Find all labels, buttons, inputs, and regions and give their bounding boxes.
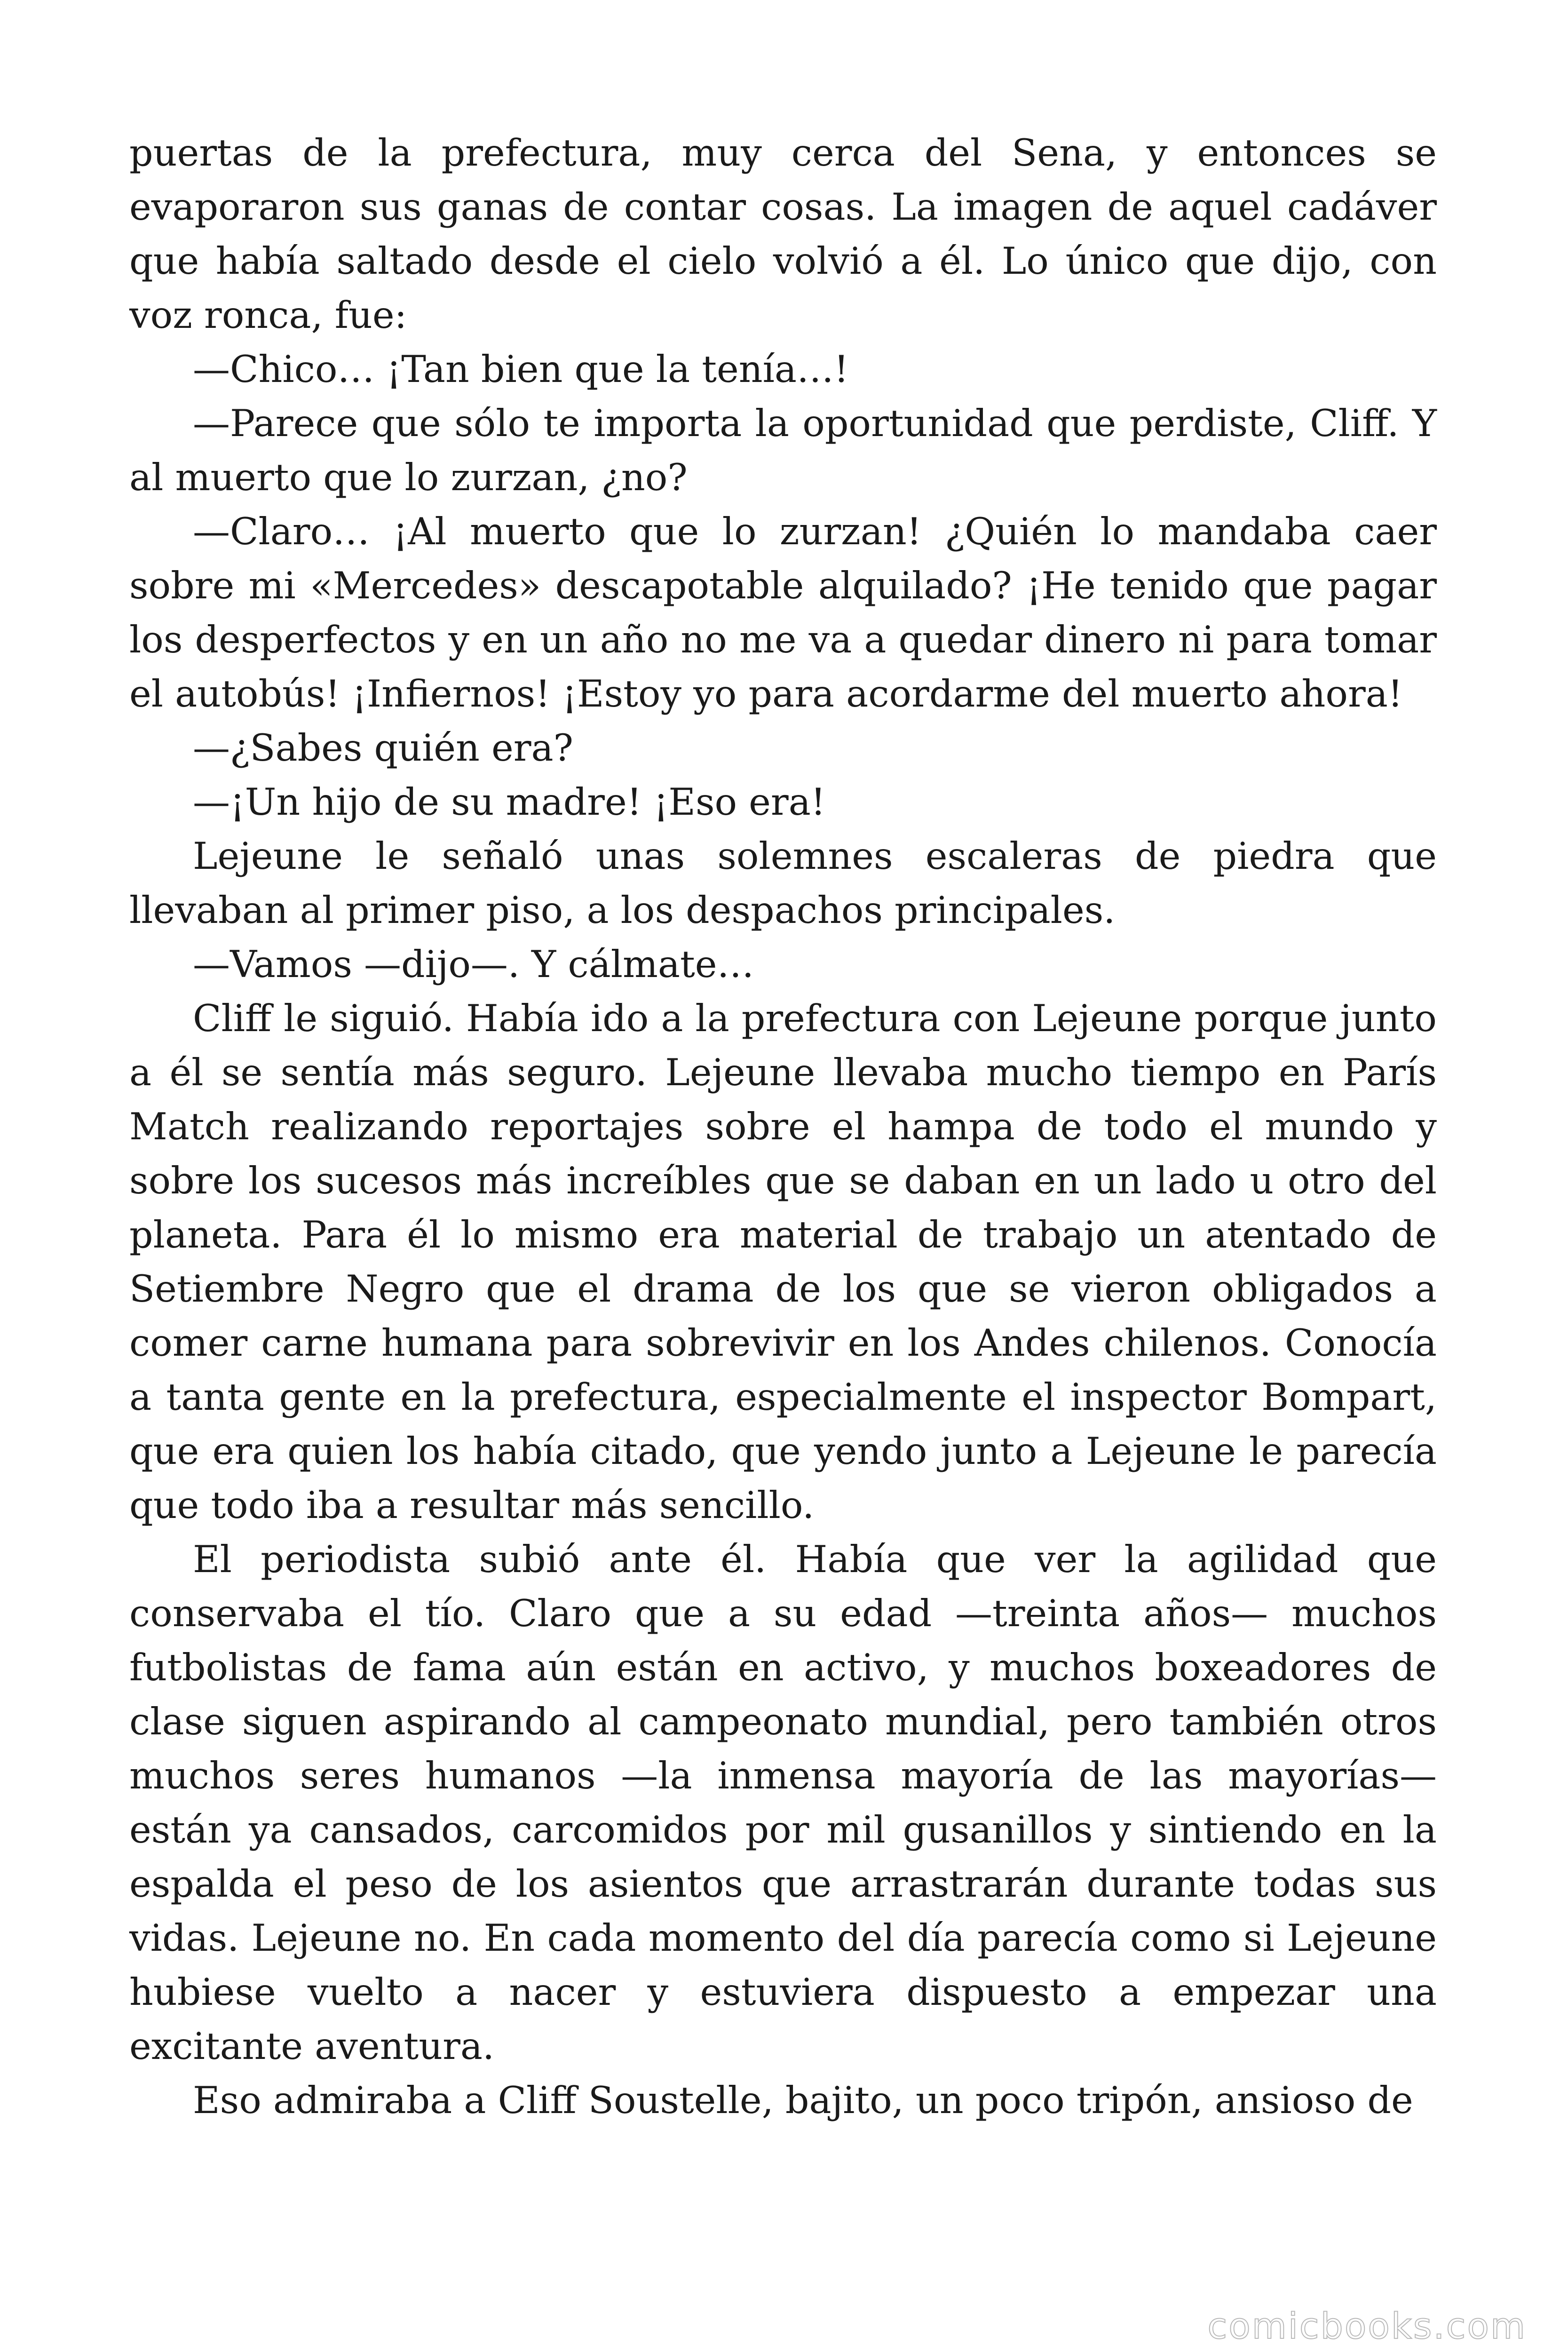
paragraph: Cliff le siguió. Había ido a la prefectura con Lejeune porque junto a él se sentía más seguro. Lejeune llevaba mucho tiempo en París Match realizando reportajes sobre el hampa de todo el mundo y sobre los sucesos más increíbles que se daban en un lado u otro del planeta. Para él lo mismo era material de trabajo un atentado de Setiembre Negro que el drama de los que se vieron obligados a comer carne humana para sobrevivir en los Andes chilenos. Conocía a tanta gente en la prefectura, especialmente el inspector Bompart, que era quien los había citado, que yendo junto a Lejeune le parecía que todo iba a resultar más sencillo. (129, 997, 1437, 1527)
dialogue-line: —Parece que sólo te importa la oportunidad que perdiste, Cliff. Y al muerto que lo zurzan, ¿no? (129, 402, 1437, 499)
paragraph: El periodista subió ante él. Había que ver la agilidad que conservaba el tío. Claro que a su edad —treinta años— muchos futbolistas de fama aún están en activo, y muchos boxeadores de clase siguen aspirando al campeonato mundial, pero también otros muchos seres humanos —la inmensa mayoría de las mayorías— están ya cansados, carcomidos por mil gusanillos y sintiendo en la espalda el peso de los asientos que arrastrarán durante todas sus vidas. Lejeune no. En cada momento del día parecía como si Lejeune hubiese vuelto a nacer y estuviera dispuesto a empezar una excitante aventura. (129, 1538, 1437, 2068)
paragraph: puertas de la prefectura, muy cerca del Sena, y entonces se evaporaron sus ganas de contar cosas. La imagen de aquel cadáver que había saltado desde el cielo volvió a él. Lo único que dijo, con voz ronca, fue: (129, 131, 1437, 337)
watermark: comicbooks.com (1207, 2305, 1527, 2347)
paragraph: Eso admiraba a Cliff Soustelle, bajito, un poco tripón, ansioso de (193, 2079, 1413, 2122)
dialogue-line: —Claro… ¡Al muerto que lo zurzan! ¿Quién lo mandaba caer sobre mi «Mercedes» descapotable alquilado? ¡He tenido que pagar los desperfectos y en un año no me va a quedar dinero ni para tomar el autobús! ¡Infiernos! ¡Estoy yo para acordarme del muerto ahora! (129, 510, 1437, 715)
dialogue-line: —Chico… ¡Tan bien que la tenía…! (193, 348, 849, 391)
dialogue-line: —Vamos —dijo—. Y cálmate… (193, 943, 754, 986)
dialogue-line: —¡Un hijo de su madre! ¡Eso era! (193, 780, 826, 824)
dialogue-line: —¿Sabes quién era? (193, 726, 573, 770)
page-body (129, 126, 1437, 2128)
paragraph: Lejeune le señaló unas solemnes escaleras de piedra que llevaban al primer piso, a los despachos principales. (129, 834, 1437, 932)
